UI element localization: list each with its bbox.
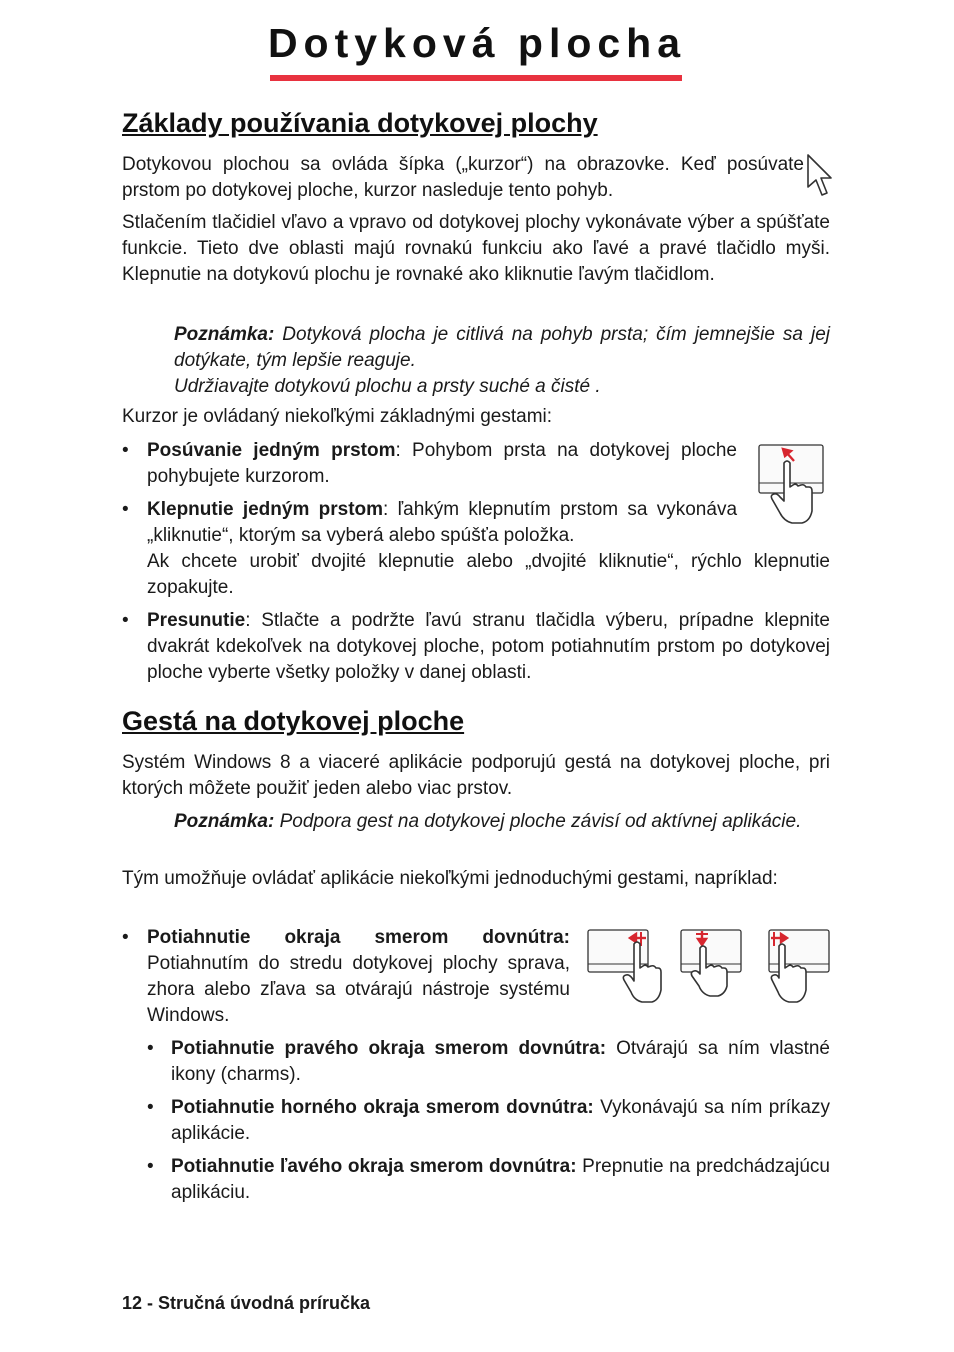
bullet-marker: • (122, 499, 129, 520)
note-sensitivity (174, 322, 830, 374)
bullet-edge-swipe (147, 925, 570, 1029)
bullet-text: Potiahnutím do stredu dotykovej plochy sprava, zhora alebo zľava sa otvárajú nástroje systému Windows. (147, 953, 570, 1026)
note-text: Dotyková plocha je citlivá na pohyb prsta; čím jemnejšie sa jej dotýkate, tým lepšie reaguje. (174, 324, 830, 371)
bullet-marker: • (147, 1038, 154, 1059)
bullet-text: : Pohybom prsta na dotykovej ploche pohybujete kurzorom. (147, 440, 737, 487)
bullet-marker: • (122, 610, 129, 631)
bullet-label: Klepnutie jedným prstom (147, 499, 384, 520)
bullet-text: : ľahkým klepnutím prstom sa vykonáva „kliknutie“, ktorým sa vyberá alebo spúšťa položka. (147, 499, 738, 546)
paragraph-gesture-examples: Tým umožňuje ovládať aplikácie niekoľkými jednoduchými gestami, napríklad: (122, 868, 778, 889)
bullet-marker: • (122, 927, 129, 948)
touchpad-swipe-right-edge-icon (586, 928, 666, 1004)
note-label: Poznámka: (174, 324, 275, 345)
bullet-single-finger-slide (147, 438, 737, 490)
section-heading-gestures: Gestá na dotykovej ploche (122, 706, 465, 736)
note-label: Poznámka: (174, 811, 275, 832)
bullet-text: Vykonávajú sa ním príkazy aplikácie. (171, 1097, 830, 1144)
section-heading-basics: Základy používania dotykovej plochy (122, 108, 598, 138)
bullet-marker: • (147, 1097, 154, 1118)
bullet-label: Presunutie (147, 610, 246, 631)
note-text: Podpora gest na dotykovej ploche závisí od aktívnej aplikácie. (274, 811, 802, 832)
paragraph-cursor: Dotykovou plochou sa ovláda šípka („kurzor“) na obrazovke. Keď posúvate prstom po dotykovej ploche, kurzor nasleduje tento pohyb. (122, 154, 804, 201)
bullet-drag (147, 608, 830, 686)
touchpad-swipe-left-edge-icon (767, 928, 833, 1004)
touchpad-single-finger-icon (756, 443, 828, 527)
bullet-label: Potiahnutie ľavého okraja smerom dovnútra: (171, 1156, 577, 1177)
bullet-label: Potiahnutie horného okraja smerom dovnútra: (171, 1097, 594, 1118)
bullet-label: Posúvanie jedným prstom (147, 440, 396, 461)
page-footer: 12 - Stručná úvodná príručka (122, 1293, 371, 1313)
bullet-text: : Stlačte a podržte ľavú stranu tlačidla výberu, prípadne klepnite dvakrát kdekoľvek na dotykovej ploche, potom potiahnutím prstom po dotykovej ploche vyberte všetky položky v danej oblasti. (147, 610, 830, 683)
paragraph-buttons: Stlačením tlačidiel vľavo a vpravo od dotykovej plochy vykonávate výber a spúšťate funkcie. Tieto dve oblasti majú rovnakú funkciu ako ľavé a pravé tlačidlo myši. Klepnutie na dotykovú plochu je rovnaké ako kliknutie ľavým tlačidlom. (122, 212, 830, 285)
bullet-marker: • (122, 440, 129, 461)
page-title: Dotyková plocha (267, 20, 687, 66)
sub-bullet-right-edge (171, 1036, 830, 1088)
bullet-label: Potiahnutie okraja smerom dovnútra: (147, 927, 570, 948)
cursor-arrow-icon (806, 153, 834, 199)
touchpad-swipe-top-edge-icon (678, 928, 748, 998)
bullet-label: Potiahnutie pravého okraja smerom dovnútra: (171, 1038, 607, 1059)
note-keep-clean: Udržiavajte dotykovú plochu a prsty suché a čisté . (174, 376, 601, 397)
bullet-double-tap: Ak chcete urobiť dvojité klepnutie alebo „dvojité kliknutie“, rýchlo klepnutie zopakujte. (147, 551, 830, 598)
bullet-text: Otvárajú sa ním vlastné ikony (charms). (171, 1038, 830, 1085)
sub-bullet-left-edge (171, 1154, 830, 1206)
title-underline (270, 75, 682, 81)
bullet-single-finger-tap (147, 497, 737, 549)
paragraph-gestures-intro: Kurzor je ovládaný niekoľkými základnými gestami: (122, 406, 553, 427)
paragraph-windows-gestures: Systém Windows 8 a viaceré aplikácie podporujú gestá na dotykovej ploche, pri ktorých môžete použiť jeden alebo viac prstov. (122, 752, 830, 799)
sub-bullet-top-edge (171, 1095, 830, 1147)
bullet-marker: • (147, 1156, 154, 1177)
bullet-text: Prepnutie na predchádzajúcu aplikáciu. (171, 1156, 830, 1203)
note-gesture-support (174, 809, 830, 835)
